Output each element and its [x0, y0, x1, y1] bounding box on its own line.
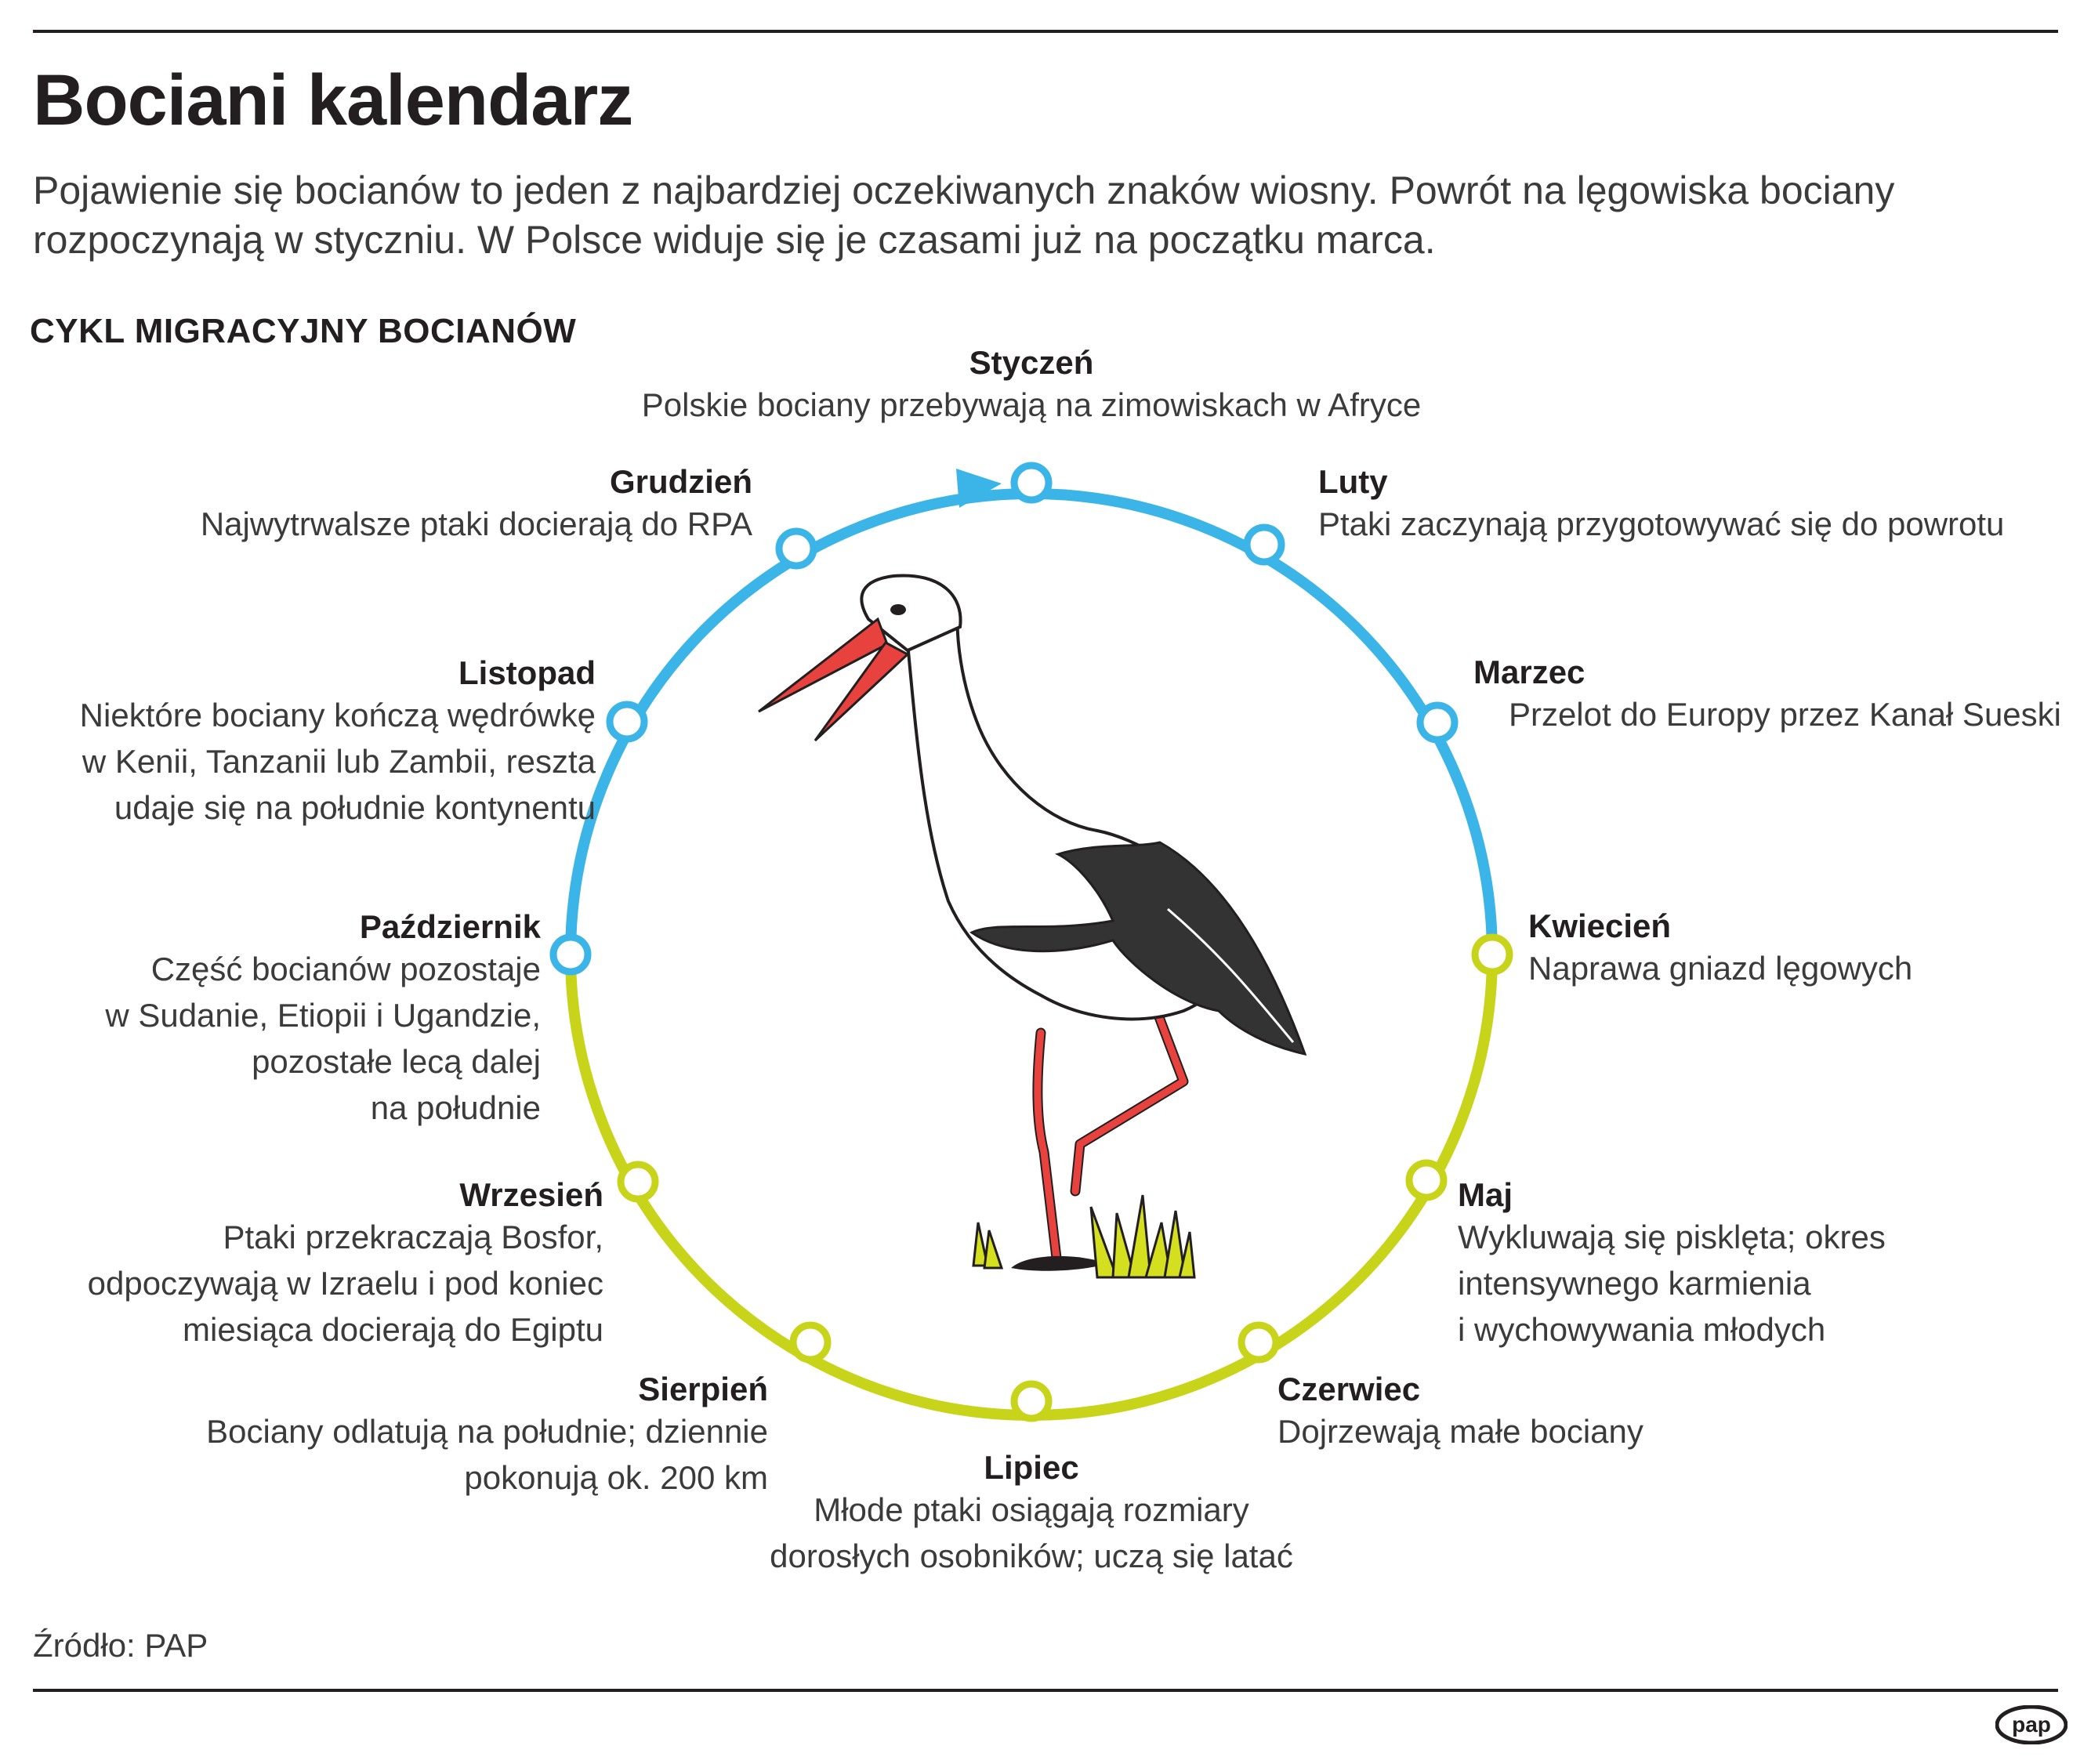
month-name: Lipiec — [984, 1449, 1079, 1486]
month-name: Maj — [1458, 1176, 1513, 1213]
node-february — [1247, 527, 1281, 562]
month-description: Najwytrwalsze ptaki docierają do RPA — [200, 505, 752, 543]
grass-tuft-left — [973, 1222, 1002, 1268]
month-description: Wykluwają się pisklęta; okres intensywnego karmienia i wychowywania młodych — [1458, 1219, 1886, 1348]
month-march — [1223, 653, 2061, 738]
pap-logo-icon — [1995, 1705, 2067, 1744]
month-september — [31, 1175, 603, 1353]
month-description: Dojrzewają małe bociany — [1277, 1413, 1643, 1451]
pap-logo-text: pap — [2012, 1712, 2051, 1737]
bottom-rule — [33, 1689, 2058, 1692]
month-name: Listopad — [458, 654, 596, 691]
node-october — [553, 937, 588, 972]
node-april — [1475, 937, 1509, 972]
node-january — [1014, 465, 1049, 500]
month-name: Marzec — [1473, 654, 1585, 690]
breeding-arc — [571, 954, 1492, 1415]
stork-leg-front-fill — [1075, 1011, 1183, 1191]
month-august — [125, 1370, 768, 1501]
month-name: Czerwiec — [1277, 1371, 1421, 1407]
node-september — [621, 1165, 655, 1199]
month-description: Przelot do Europy przez Kanał Sueski — [1508, 696, 2061, 733]
month-name: Grudzień — [609, 463, 752, 500]
month-december — [94, 462, 752, 548]
node-august — [793, 1325, 828, 1360]
stork-foot — [1011, 1256, 1107, 1271]
month-name: Styczeń — [969, 344, 1094, 381]
month-november — [31, 654, 596, 831]
month-name: Sierpień — [638, 1371, 768, 1407]
node-november — [610, 705, 644, 739]
stork-eye — [890, 604, 906, 615]
month-description: Ptaki przekraczają Bosfor, odpoczywają w Izraelu i pod koniec miesiąca docierają do Egiptu — [87, 1219, 603, 1348]
month-may — [1458, 1175, 2053, 1353]
month-description: Ptaki zaczynają przygotowywać się do powrotu — [1318, 505, 2005, 543]
source-note: Źródło: PAP — [33, 1627, 208, 1664]
month-june — [1277, 1370, 1826, 1455]
grass-tuft-right — [1091, 1195, 1194, 1277]
month-name: Październik — [359, 908, 541, 945]
lead-paragraph: Pojawienie się bocianów to jeden z najbardziej oczekiwanych znaków wiosny. Powrót na lęgowiska bociany rozpoczynają w styczniu. W Polsce widuje się je czasami już na początku marca. — [33, 168, 1895, 262]
month-july — [671, 1448, 1392, 1580]
node-december — [779, 531, 814, 566]
month-october — [47, 907, 541, 1132]
month-description: Część bocianów pozostaje w Sudanie, Etiopii i Ugandzie, pozostałe lecą dalej na południe — [105, 951, 541, 1126]
page-title: Bociani kalendarz — [33, 60, 633, 140]
month-name: Luty — [1318, 463, 1388, 500]
month-name: Kwiecień — [1528, 907, 1672, 944]
month-february — [1318, 462, 2071, 548]
month-description: Bociany odlatują na południe; dziennie pokonują ok. 200 km — [206, 1413, 768, 1497]
section-title: CYKL MIGRACYJNY BOCIANÓW — [30, 312, 577, 350]
month-description: Polskie bociany przebywają na zimowiskach w Afryce — [641, 386, 1422, 424]
month-name: Wrzesień — [459, 1176, 603, 1213]
month-april — [1528, 907, 2046, 992]
node-may — [1409, 1163, 1444, 1197]
month-description: Naprawa gniazd lęgowych — [1528, 950, 1913, 987]
node-june — [1241, 1325, 1276, 1360]
month-description: Młode ptaki osiągają rozmiary dorosłych osobników; uczą się latać — [770, 1491, 1293, 1575]
node-july — [1014, 1384, 1049, 1418]
month-january — [561, 343, 1502, 429]
month-description: Niektóre bociany kończą wędrówkę w Kenii, Tanzanii lub Zambii, reszta udaje się na południe kontynentu — [79, 697, 596, 826]
